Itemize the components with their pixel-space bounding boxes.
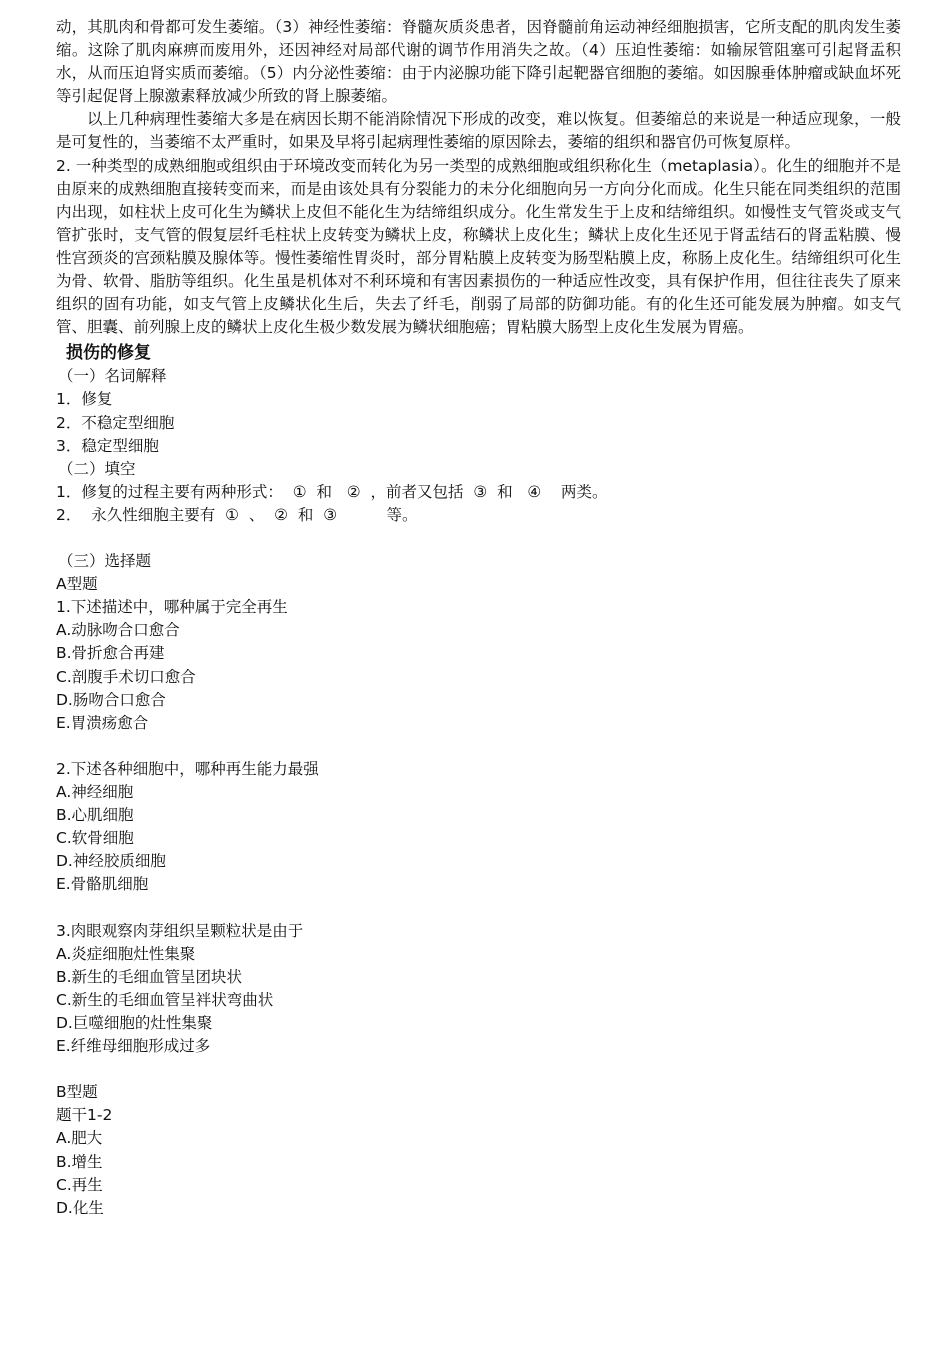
option-item: C.新生的毛细血管呈袢状弯曲状 xyxy=(56,990,274,1009)
type-b-heading: B型题 xyxy=(56,1083,98,1102)
section-title: 损伤的修复 xyxy=(66,343,151,364)
option-list xyxy=(56,781,901,896)
question-stem: 1.下述描述中，哪种属于完全再生 xyxy=(56,598,288,617)
option-item: A.炎症细胞灶性集聚 xyxy=(56,944,196,963)
option-list xyxy=(56,943,901,1058)
paragraph-atrophy-recovery: 以上几种病理性萎缩大多是在病因长期不能消除情况下形成的改变，难以恢复。但萎缩总的来说是一种适应现象，一般是可复性的，当萎缩不太严重时，如果及早将引起病理性萎缩的原因除去，萎缩的组织和器官仍可恢复原样。 xyxy=(56,110,901,152)
paragraph-atrophy-types: 动，其肌肉和骨都可发生萎缩。（3）神经性萎缩：脊髓灰质炎患者，因脊髓前角运动神经细胞损害，它所支配的肌肉发生萎缩。这除了肌肉麻痹而废用外，还因神经对局部代谢的调节作用消失之故。（4）压迫性萎缩：如输尿管阻塞可引起肾盂积水，从而压迫肾实质而萎缩。（5）内分泌性萎缩：由于内泌腺功能下降引起靶器官细胞的萎缩。如因腺垂体肿瘤或缺血坏死等引起促肾上腺激素释放减少所致的肾上腺萎缩。 xyxy=(56,18,901,106)
choice-heading: （三）选择题 xyxy=(58,552,152,571)
option-item: E.胃溃疡愈合 xyxy=(56,713,149,732)
option-item: C.软骨细胞 xyxy=(56,829,134,848)
option-list xyxy=(56,1127,901,1219)
option-item: C.再生 xyxy=(56,1175,103,1194)
fill-item: 2． 永久性细胞主要有 ① 、 ② 和 ③ 等。 xyxy=(56,505,418,524)
type-b-stem: 题干1-2 xyxy=(56,1106,113,1125)
term-item: 2．不稳定型细胞 xyxy=(56,413,175,432)
option-item: B.新生的毛细血管呈团块状 xyxy=(56,967,243,986)
option-item: D.化生 xyxy=(56,1198,104,1217)
spacer xyxy=(56,735,901,758)
option-item: E.骨骼肌细胞 xyxy=(56,875,149,894)
option-item: C.剖腹手术切口愈合 xyxy=(56,667,196,686)
option-item: D.神经胶质细胞 xyxy=(56,852,166,871)
question-stem: 3.肉眼观察肉芽组织呈颗粒状是由于 xyxy=(56,921,304,940)
term-item: 3．稳定型细胞 xyxy=(56,436,159,455)
option-item: E.纤维母细胞形成过多 xyxy=(56,1037,211,1056)
option-item: B.骨折愈合再建 xyxy=(56,644,165,663)
fill-heading: （二）填空 xyxy=(58,459,136,478)
document-page xyxy=(56,16,901,1220)
option-item: D.巨噬细胞的灶性集聚 xyxy=(56,1013,213,1032)
terms-heading: （一）名词解释 xyxy=(58,367,167,386)
fill-item: 1．修复的过程主要有两种形式： ① 和 ② ，前者又包括 ③ 和 ④ 两类。 xyxy=(56,482,608,501)
option-list xyxy=(56,619,901,734)
option-item: A.肥大 xyxy=(56,1129,103,1148)
type-a-heading: A型题 xyxy=(56,575,98,594)
term-item: 1．修复 xyxy=(56,390,113,409)
spacer xyxy=(56,1058,901,1081)
option-item: D.肠吻合口愈合 xyxy=(56,690,166,709)
spacer xyxy=(56,896,901,919)
option-item: A.动脉吻合口愈合 xyxy=(56,621,180,640)
option-item: B.增生 xyxy=(56,1152,103,1171)
question-stem: 2.下述各种细胞中，哪种再生能力最强 xyxy=(56,759,319,778)
paragraph-metaplasia: 2. 一种类型的成熟细胞或组织由于环境改变而转化为另一类型的成熟细胞或组织称化生（metaplasia）。化生的细胞并不是由原来的成熟细胞直接转变而来，而是由该处具有分裂能力的未分化细胞向另一方向分化而成。化生只能在同类组织的范围内出现，如柱状上皮可化生为鳞状上皮但不能化生为结缔组织成分。化生常发生于上皮和结缔组织。如慢性支气管炎或支气管扩张时，支气管的假复层纤毛柱状上皮转变为鳞状上皮，称鳞状上皮化生；鳞状上皮化生还见于肾盂结石的肾盂粘膜、慢性宫颈炎的宫颈粘膜及腺体等。慢性萎缩性胃炎时，部分胃粘膜上皮转变为肠型粘膜上皮，称肠上皮化生。结缔组织可化生为骨、软骨、脂肪等组织。化生虽是机体对不利环境和有害因素损伤的一种适应性改变，具有保护作用，但往往丧失了原来组织的固有功能，如支气管上皮鳞状化生后，失去了纤毛，削弱了局部的防御功能。有的化生还可能发展为肿瘤。如支气管、胆囊、前列腺上皮的鳞状上皮化生极少数发展为鳞状细胞癌；胃粘膜大肠型上皮化生发展为胃癌。 xyxy=(56,156,901,337)
spacer xyxy=(56,527,901,550)
option-item: A.神经细胞 xyxy=(56,783,134,801)
option-item: B.心肌细胞 xyxy=(56,806,134,825)
